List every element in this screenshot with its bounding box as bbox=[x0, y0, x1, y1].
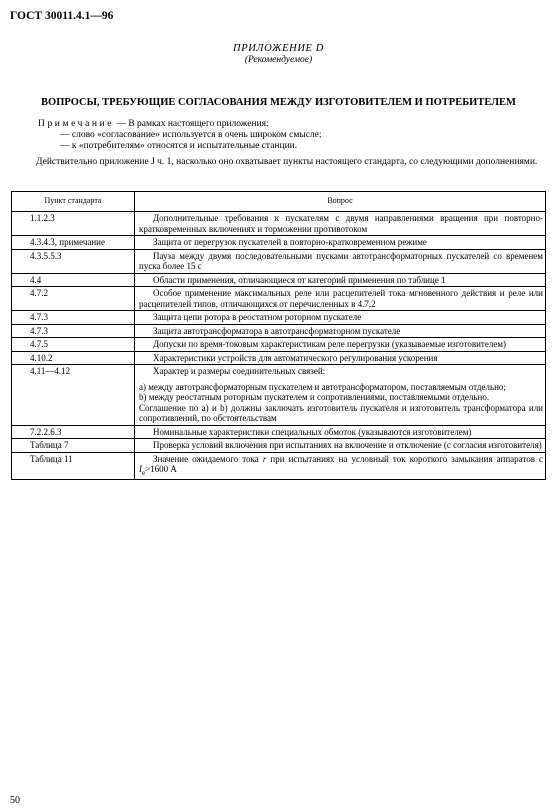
document-header: ГОСТ 30011.4.1—96 bbox=[10, 10, 114, 22]
clause-cell: 4.7.2 bbox=[12, 287, 135, 311]
note-line-1: — слово «согласование» используется в очень широком смысле; bbox=[60, 130, 322, 140]
table-row bbox=[12, 212, 546, 236]
question-cell bbox=[135, 311, 546, 325]
question-cell bbox=[135, 212, 546, 236]
clause-cell: 4.10.2 bbox=[12, 351, 135, 365]
clause-cell: 4.3.5.5.3 bbox=[12, 249, 135, 273]
table-row bbox=[12, 338, 546, 352]
table-row bbox=[12, 324, 546, 338]
question-text: Защита автотрансформатора в автотрансформаторном пускателе bbox=[153, 325, 401, 336]
note-intro bbox=[38, 119, 269, 129]
table-row bbox=[12, 351, 546, 365]
table-row bbox=[12, 439, 546, 453]
question-text: b) между реостатным роторным пускателем и сопротивлениями, поставляемыми отдельно. bbox=[139, 392, 490, 402]
question-text: Значение ожидаемого тока r при испытаниях на условный ток короткого замыкания аппаратов с $I_е>1600$ А bbox=[139, 453, 543, 477]
question-cell bbox=[135, 249, 546, 273]
clause-cell: 4.7.3 bbox=[12, 311, 135, 325]
question-cell bbox=[135, 338, 546, 352]
table-header-row bbox=[12, 192, 546, 212]
table-body bbox=[12, 212, 546, 480]
clause-cell: 4.11—4.12 bbox=[12, 365, 135, 426]
clause-cell: 4.4 bbox=[12, 273, 135, 287]
note-label: Примечание bbox=[38, 119, 115, 129]
page-number: 50 bbox=[10, 795, 20, 806]
body-paragraph: Действительно приложение J ч. 1, насколько оно охватывает пункты настоящего стандарта, со следующими дополнениями. bbox=[36, 157, 538, 167]
question-cell bbox=[135, 287, 546, 311]
table-row bbox=[12, 249, 546, 273]
column-header-question: Вопрос bbox=[135, 192, 546, 212]
column-header-clause: Пункт стандарта bbox=[12, 192, 135, 212]
question-text: а) между автотрансформаторным пускателем и автотрансформатором, поставляемым отдельно; bbox=[139, 381, 506, 392]
table-row bbox=[12, 236, 546, 250]
question-text: Особое применение максимальных реле или расцепителей тока мгновенного действия и реле или расцепителей типов, отличающихся от перечисленных в 4.7.2 bbox=[139, 288, 543, 309]
appendix-title: ПРИЛОЖЕНИЕ D bbox=[233, 43, 324, 54]
question-text: Номинальные характеристики специальных обмоток (указываются изготовителем) bbox=[153, 426, 472, 437]
question-cell bbox=[135, 351, 546, 365]
clause-cell: 4.7.3 bbox=[12, 324, 135, 338]
question-cell bbox=[135, 236, 546, 250]
question-cell bbox=[135, 324, 546, 338]
question-text: Пауза между двумя последовательными пусками автотрансформаторных пускателей со временем пуска более 15 с bbox=[139, 250, 543, 271]
requirements-table bbox=[11, 191, 546, 480]
question-text: Соглашение по а) и b) должны заключать изготовитель пускателя и изготовитель трансформатора или сопротивлений, по обстоятельствам bbox=[139, 402, 543, 423]
clause-cell: 4.3.4.3, примечание bbox=[12, 236, 135, 250]
clause-cell: 1.1.2.3 bbox=[12, 212, 135, 236]
question-text: Защита цепи ротора в реостатном роторном пускателе bbox=[153, 312, 362, 322]
appendix-subtitle: (Рекомендуемое) bbox=[244, 55, 313, 65]
question-text: Проверка условий включения при испытаниях на включение и отключение (с согласия изготовителя) bbox=[153, 440, 542, 450]
question-cell bbox=[135, 439, 546, 453]
table-row bbox=[12, 273, 546, 287]
clause-cell: Таблица 11 bbox=[12, 452, 135, 480]
question-text: Дополнительные требования к пускателям с двумя направлениями вращения при повторно-кратковременных включениях и торможении противотоком bbox=[139, 213, 543, 234]
table-row bbox=[12, 311, 546, 325]
question-cell bbox=[135, 365, 546, 426]
question-text: Области применения, отличающиеся от категорий применения по таблице 1 bbox=[153, 274, 446, 285]
question-cell bbox=[135, 273, 546, 287]
clause-cell: 4.7.5 bbox=[12, 338, 135, 352]
question-text: Характер и размеры соединительных связей: bbox=[153, 366, 326, 376]
note-intro-text: — В рамках настоящего приложения: bbox=[116, 119, 269, 129]
question-text: Допуски по время-токовым характеристикам реле перегрузки (указываемые изготовителем) bbox=[153, 339, 507, 349]
table-row bbox=[12, 452, 546, 480]
clause-cell: 7.2.2.6.3 bbox=[12, 425, 135, 439]
question-cell bbox=[135, 425, 546, 439]
section-heading: ВОПРОСЫ, ТРЕБУЮЩИЕ СОГЛАСОВАНИЯ МЕЖДУ ИЗГОТОВИТЕЛЕМ И ПОТРЕБИТЕЛЕМ bbox=[41, 97, 516, 108]
table-row bbox=[12, 287, 546, 311]
question-text: Защита от перегрузок пускателей в повторно-кратковременном режиме bbox=[153, 237, 427, 247]
table-row bbox=[12, 425, 546, 439]
table-row bbox=[12, 365, 546, 426]
question-text: Характеристики устройств для автоматического регулирования ускорения bbox=[153, 352, 438, 363]
clause-cell: Таблица 7 bbox=[12, 439, 135, 453]
note-line-2: — к «потребителям» относятся и испытательные станции. bbox=[60, 141, 298, 151]
question-cell bbox=[135, 452, 546, 480]
